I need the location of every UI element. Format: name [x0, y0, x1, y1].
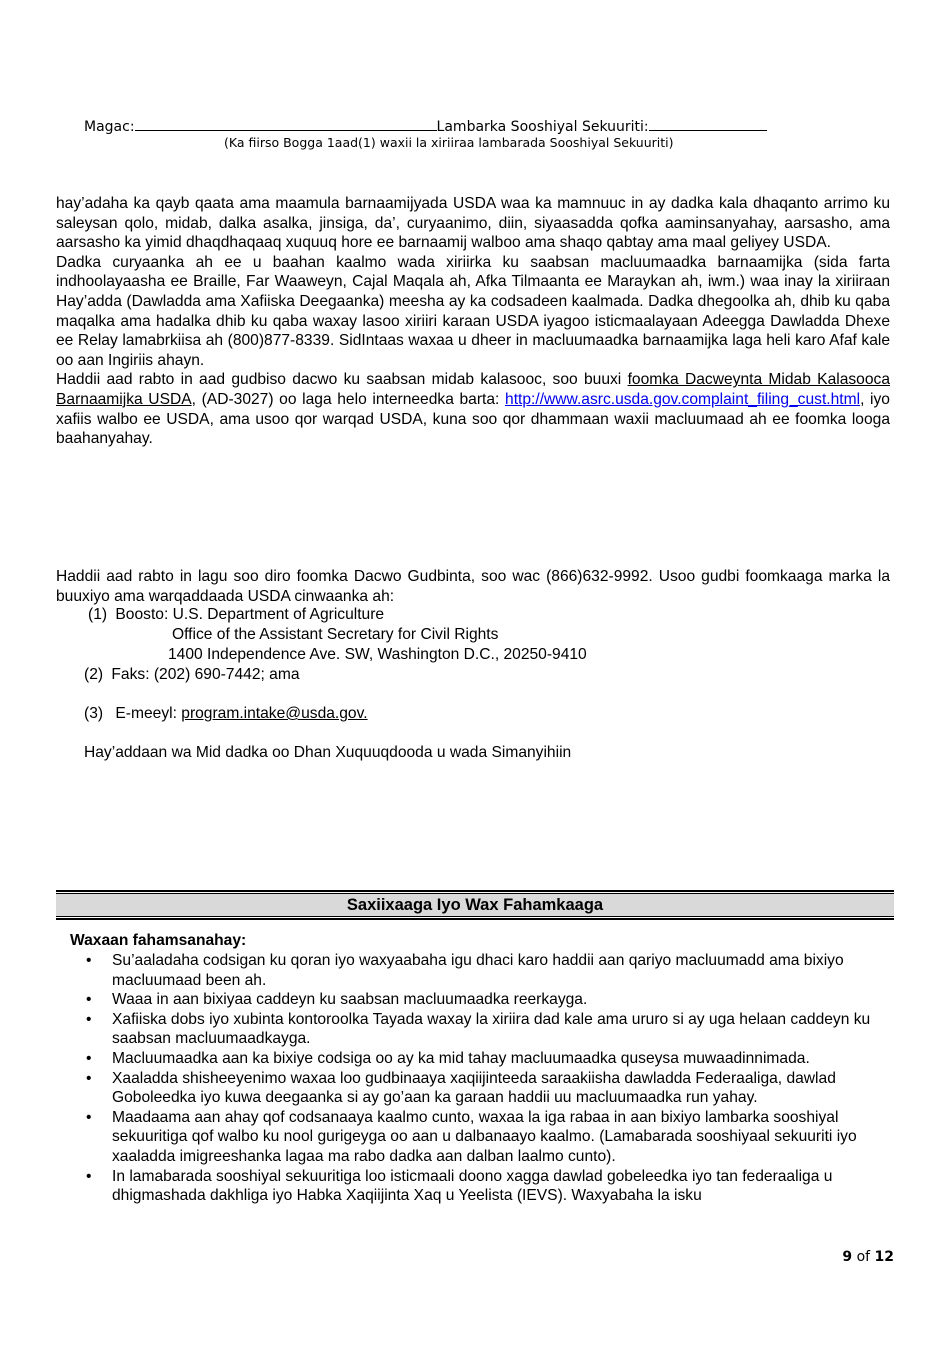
contact-item-mail [88, 605, 384, 625]
closing-statement: Hay’addaan wa Mid dadka oo Dhan Xuquuqdooda u wada Simanyihiin [84, 744, 572, 761]
bullet: • [86, 1010, 92, 1028]
list-item: • In lamabarada sooshiyal sekuuritiga loo isticmaali doono xagga dawlad gobeleedka iyo tan federaaliga u dhigmashada dakhliga iyo Habka Xaqiijinta Xaq u Yeelista (IEVS). Waxyabaha la isku [86, 1167, 833, 1205]
email-label: E-meeyl: [115, 705, 182, 722]
fax-number: Faks: (202) 690-7442; ama [111, 666, 300, 683]
page-of: of [856, 1249, 871, 1265]
paragraph-nondiscrimination: hay’adaha ka qayb qaata ama maamula barnaamijyada USDA waa ka mamnuuc in ay dadka kala dhaqanto arrimo ku saleysan qolo, midab, dalka asalka, jinsiga, da’, curyaanimo, diin, siyaasadda qofka aaminsanyahay, aarsasho, ama aarsasho ka yimid dhaqdhaqaaq xuquuq hore ee barnaamij walboo ama shaqo qabtay ama maal geliyey USDA. [56, 195, 890, 252]
list-item: • Waaa in aan bixiyaa caddeyn ku saabsan macluumaadka reerkayga. [86, 991, 588, 1009]
name-ssn-header [84, 115, 767, 135]
section-title: Saxiixaaga Iyo Wax Fahamkaaga [56, 894, 894, 916]
list-item: • Xaaladda shisheeyenimo waxaa loo gudbinaaya xaqiijinteeda saraakiisha dawladda Federaaliga, dawlad Goboleedka iyo kuwa deegaanka si ay go’aan ka garaan haddii uu macluumaadka run yahay. [86, 1069, 836, 1107]
bullet: • [86, 1167, 92, 1185]
contact-item-fax [84, 665, 300, 685]
understanding-intro: Waxaan fahamsanahay: [70, 932, 247, 949]
contact-number: (2) [84, 666, 104, 683]
contact-number: (3) [84, 705, 104, 722]
list-item: • Xafiiska dobs iyo xubinta kontoroolka Tayada waxay la xiriira dad kale ama ururo si ay uga helaan caddeyn ku saabsan macluumaadkayga. [86, 1010, 871, 1048]
paragraph-complaint: Haddii aad rabto in aad gudbiso dacwo ku saabsan midab kalasooc, soo buuxi foomka Dacweynta Midab Kalasooca Barnaamijka USDA, (AD-3027) oo laga helo interneedka barta: http://www.asrc.usda.gov.complaint_filing_cust.html, iyo xafiis walbo ee USDA, ama usoo qor warqad USDA, kuna soo qor dhammaan waxii macluumaad ah ee foomka looga baahanyahay. [56, 371, 890, 448]
total-pages: 12 [874, 1249, 894, 1265]
mail-address-line3: 1400 Independence Ave. SW, Washington D.C., 20250-9410 [168, 646, 587, 663]
mail-address-line2: Office of the Assistant Secretary for Civil Rights [172, 626, 499, 643]
page-number [842, 1249, 894, 1265]
contact-number: (1) [88, 606, 108, 623]
ssn-field-line[interactable] [649, 115, 767, 131]
bullet: • [86, 1108, 92, 1126]
paragraph-request-form: Haddii aad rabto in lagu soo diro foomka Dacwo Gudbinta, soo wac (866)632-9992. Usoo gudbi foomkaaga marka la buuxiyo ama warqaddaada USDA cinwaanka ah: [56, 568, 890, 605]
list-item: • Maadaama aan ahay qof codsanaaya kaalmo cunto, waxaa la iga rabaa in aan bixiyo lambarka sooshiyal sekuuritiga qof walbo ku nool gurigeyga oo aan u dalbanaayo kaalmo. (Lamabarada sooshiyaal sekuuriti iyo xaaladda imigreeshanka lagaa ma rabo dadka aan dalban laalmo cunto). [86, 1108, 857, 1165]
bullet: • [86, 1049, 92, 1067]
section-rule-bottom [56, 916, 894, 920]
ssn-label: Lambarka Sooshiyal Sekuuriti: [436, 119, 649, 135]
list-item: • Macluumaadka aan ka bixiye codsiga oo ay ka mid tahay macluumaadka quseysa muwaadinnimada. [86, 1049, 810, 1067]
mail-address-line1: Boosto: U.S. Department of Agriculture [115, 606, 385, 623]
contact-item-email [84, 704, 368, 724]
paragraph-accessibility: Dadka curyaanka ah ee u baahan kaalmo wada xiriirka ku saabsan macluumaadka barnaamijka (sida farta indhoolayaasha ee Braille, Far Waaweyn, Cajal Maqala ah, Afka Tilmaanta ee Maraykan ah, iwm.) waa inay la xiriiraan Hay’adda (Dawladda ama Xafiiska Deegaanka) meesha ay ka codsadeen kaalmada. Dadka dhegoolka ah, dhib ku qaba maqalka ama hadalka dhib ku qaba waxay lasoo xiriiri karaan USDA iyagoo isticmaalayaan Adeegga Dawladda Dhexe ee Relay lamabrkiisa ah (800)877-8339. SidIntaas waxaa u dheer in macluumaadka barnaamijka laga heli karo Afaf kale oo aan Ingiriis ahayn. [56, 253, 890, 369]
bullet: • [86, 991, 92, 1009]
nondiscrimination-text [56, 194, 890, 449]
name-label: Magac: [84, 119, 135, 135]
name-field-line[interactable] [135, 115, 437, 131]
ssn-note: (Ka fiirso Bogga 1aad(1) waxii la xiriiraa lambarada Sooshiyal Sekuuriti) [224, 135, 674, 150]
email-link[interactable]: program.intake@usda.gov. [181, 705, 368, 722]
list-item: • Su’aaladaha codsigan ku qoran iyo waxyaabaha igu dhaci karo haddii aan qariyo macluumadd ama bixiyo macluumaad been ah. [86, 952, 844, 989]
bullet: • [86, 1069, 92, 1087]
current-page: 9 [842, 1249, 853, 1265]
understanding-list [86, 951, 872, 1206]
complaint-form-link[interactable]: http://www.asrc.usda.gov.complaint_filing_cust.html [505, 390, 861, 408]
bullet: • [86, 952, 92, 969]
complaint-form-title: foomka Dacweynta Midab Kalasooca Barnaamijka USDA [56, 371, 890, 408]
